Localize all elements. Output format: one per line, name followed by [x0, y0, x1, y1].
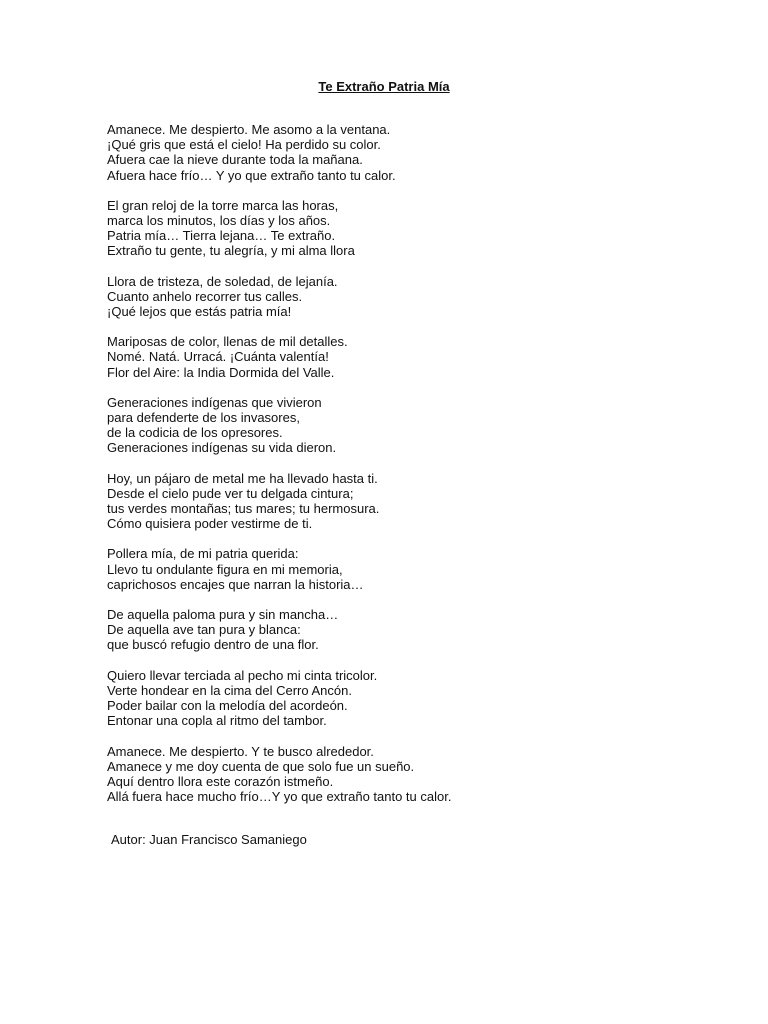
stanza: [107, 668, 707, 729]
poem-line: Generaciones indígenas su vida dieron.: [107, 440, 337, 456]
poem-line: ¡Qué gris que está el cielo! Ha perdido su color.: [107, 137, 381, 153]
poem-line: Flor del Aire: la India Dormida del Valle.: [107, 364, 335, 380]
poem-line: Poder bailar con la melodía del acordeón.: [107, 698, 348, 714]
poem-line: caprichosos encajes que narran la historia…: [107, 576, 364, 592]
stanza: [107, 334, 707, 380]
poem-line: Afuera hace frío… Y yo que extraño tanto tu calor.: [107, 167, 396, 183]
stanza: [107, 274, 707, 320]
poem-line: Quiero llevar terciada al pecho mi cinta tricolor.: [107, 667, 378, 683]
poem-line: de la codicia de los opresores.: [107, 425, 283, 441]
poem-body: [107, 122, 707, 819]
poem-line: El gran reloj de la torre marca las horas,: [107, 197, 339, 213]
stanza: [107, 546, 707, 592]
poem-title: Te Extraño Patria Mía: [318, 79, 450, 94]
poem-line: marca los minutos, los días y los años.: [107, 213, 331, 229]
poem-line: Amanece y me doy cuenta de que solo fue un sueño.: [107, 758, 415, 774]
poem-line: Pollera mía, de mi patria querida:: [107, 546, 299, 562]
poem-line: Aquí dentro llora este corazón istmeño.: [107, 773, 334, 789]
poem-line: Desde el cielo pude ver tu delgada cintura;: [107, 485, 354, 501]
poem-line: ¡Qué lejos que estás patria mía!: [107, 304, 292, 320]
poem-line: Nomé. Natá. Urracá. ¡Cuánta valentía!: [107, 349, 329, 365]
poem-line: Hoy, un pájaro de metal me ha llevado hasta ti.: [107, 470, 378, 486]
poem-line: De aquella paloma pura y sin mancha…: [107, 607, 339, 623]
poem-line: Verte hondear en la cima del Cerro Ancón.: [107, 682, 352, 698]
poem-line: Afuera cae la nieve durante toda la mañana.: [107, 152, 363, 168]
stanza: [107, 395, 707, 456]
poem-line: que buscó refugio dentro de una flor.: [107, 637, 319, 653]
author-credit: Autor: Juan Francisco Samaniego: [111, 832, 307, 847]
poem-line: De aquella ave tan pura y blanca:: [107, 622, 301, 638]
poem-line: Generaciones indígenas que vivieron: [107, 394, 322, 410]
poem-line: Extraño tu gente, tu alegría, y mi alma llora: [107, 243, 355, 259]
poem-line: Entonar una copla al ritmo del tambor.: [107, 713, 327, 729]
poem-line: Cuanto anhelo recorrer tus calles.: [107, 288, 303, 304]
poem-line: Llevo tu ondulante figura en mi memoria,: [107, 561, 343, 577]
poem-line: Mariposas de color, llenas de mil detalles.: [107, 334, 348, 350]
stanza: [107, 744, 707, 805]
poem-line: para defenderte de los invasores,: [107, 410, 300, 426]
poem-line: Amanece. Me despierto. Y te busco alrededor.: [107, 743, 374, 759]
stanza: [107, 122, 707, 183]
stanza: [107, 471, 707, 532]
poem-line: Patria mía… Tierra lejana… Te extraño.: [107, 228, 336, 244]
stanza: [107, 198, 707, 259]
stanza: [107, 607, 707, 653]
poem-line: Amanece. Me despierto. Me asomo a la ventana.: [107, 122, 391, 137]
poem-line: Allá fuera hace mucho frío…Y yo que extraño tanto tu calor.: [107, 789, 452, 805]
poem-line: Cómo quisiera poder vestirme de ti.: [107, 516, 313, 532]
poem-line: Llora de tristeza, de soledad, de lejanía.: [107, 273, 338, 289]
poem-line: tus verdes montañas; tus mares; tu hermosura.: [107, 501, 380, 517]
